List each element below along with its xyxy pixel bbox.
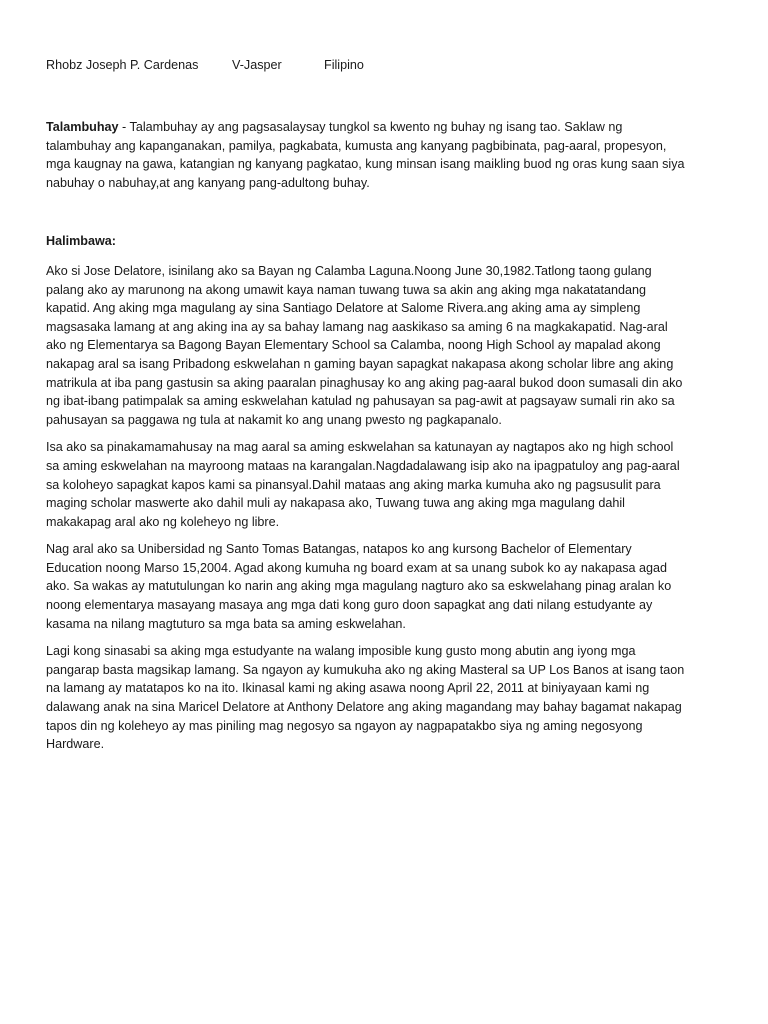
student-section: V-Jasper bbox=[232, 58, 282, 72]
definition-term: Talambuhay bbox=[46, 120, 119, 134]
body-paragraph-1: Ako si Jose Delatore, isinilang ako sa Bayan ng Calamba Laguna.Noong June 30,1982.Tatlong taong gulang palang ako ay marunong na akong umawit kaya naman tuwang tuwa sa akin ang aking mga nakatatandang kapatid. Ang aking mga magulang ay sina Santiago Delatore at Salome Rivera.ang aking ama ay simpleng magsasaka lamang at ang aking ina ay sa bahay lamang nag aaskikaso sa aming 6 na magkakapatid. Nag-aral ako ng Elementarya sa Bagong Bayan Elementary School sa Calamba, noong High School ay mapalad akong nakapag aral sa isang Pribadong eskwelahan n gaming bayan sapagkat nakapasa akong scholar libre ang aking matrikula at iba pang gastusin sa aking paaralan pinaghusay ko ang aking pag-aaral bukod doon sumasali din ako ng ibat-ibang patimpalak sa aming eskwelahan katulad ng pahusayan sa pag-awit at pagsayaw sumali rin ako sa pahusayan sa paggawa ng tula at nakamit ko ang unang pwesto ng pagkapanalo. bbox=[46, 263, 683, 427]
definition-text: Talambuhay ay ang pagsasalaysay tungkol sa kwento ng buhay ng isang tao. Saklaw ng talambuhay ang kapanganakan, pamilya, pagkabata, kumusta ang kanyang pagbibinata, pag-aaral, propesyon, mga kaugnay na gawa, katangian ng kanyang pagkatao, kung minsan isang maikling buod ng oras kung saan siya nabuhay o nabuhay,at ang kanyang pang-adultong buhay. bbox=[46, 120, 685, 190]
subject-name: Filipino bbox=[324, 58, 364, 72]
definition-separator: - bbox=[118, 120, 130, 134]
body-paragraph-3: Nag aral ako sa Unibersidad ng Santo Tomas Batangas, natapos ko ang kursong Bachelor of Elementary Education noong Marso 15,2004. Agad akong kumuha ng board exam at sa unang subok ko ay nakapasa agad ako. Sa wakas ay matutulungan ko narin ang aking mga magulang nagturo ako sa eskwelahang pinag aralan ko noong elementarya masayang masaya ang mga dati kong guro doon sapagkat ang dati nilang estudyante ay kasama na nilang magtuturo sa mga bata sa aming eskwelahan. bbox=[46, 542, 672, 631]
body-paragraph-4: Lagi kong sinasabi sa aking mga estudyante na walang imposible kung gusto mong abutin ang iyong mga pangarap basta magsikap lamang. Sa ngayon ay kumukuha ako ng aking Masteral sa UP Los Banos at isang taon na lamang ay matatapos ko na ito. Ikinasal kami ng aking asawa noong April 22, 2011 at biniyayaan kami ng dalawang anak na sina Maricel Delatore at Anthony Delatore ang aking magandang may bahay bagamat nakapag tapos din ng koleheyo ay mas piniling mag negosyo sa ngayon ay nagpapatakbo siya ng aming negosyong Hardware. bbox=[46, 644, 685, 752]
document-header bbox=[46, 56, 688, 74]
body-paragraph-2: Isa ako sa pinakamamahusay na mag aaral sa aming eskwelahan sa katunayan ay nagtapos ako ng high school sa aming eskwelahan na mayroong mataas na karangalan.Nagdadalawang isip ako na ipagpatuloy ang pag-aaral sa koloheyo sapagkat kapos kami sa pinansyal.Dahil mataas ang aking marka kumuha ako ng pagsusulit para maging scholar maswerte ako dahil muli ay nakapasa ako, Tuwang tuwa ang aking mga magulang dahil makakapag aral ako ng koleheyo ng libre. bbox=[46, 440, 680, 529]
definition-paragraph bbox=[46, 118, 688, 192]
student-name: Rhobz Joseph P. Cardenas bbox=[46, 58, 199, 72]
example-heading: Halimbawa: bbox=[46, 234, 116, 249]
